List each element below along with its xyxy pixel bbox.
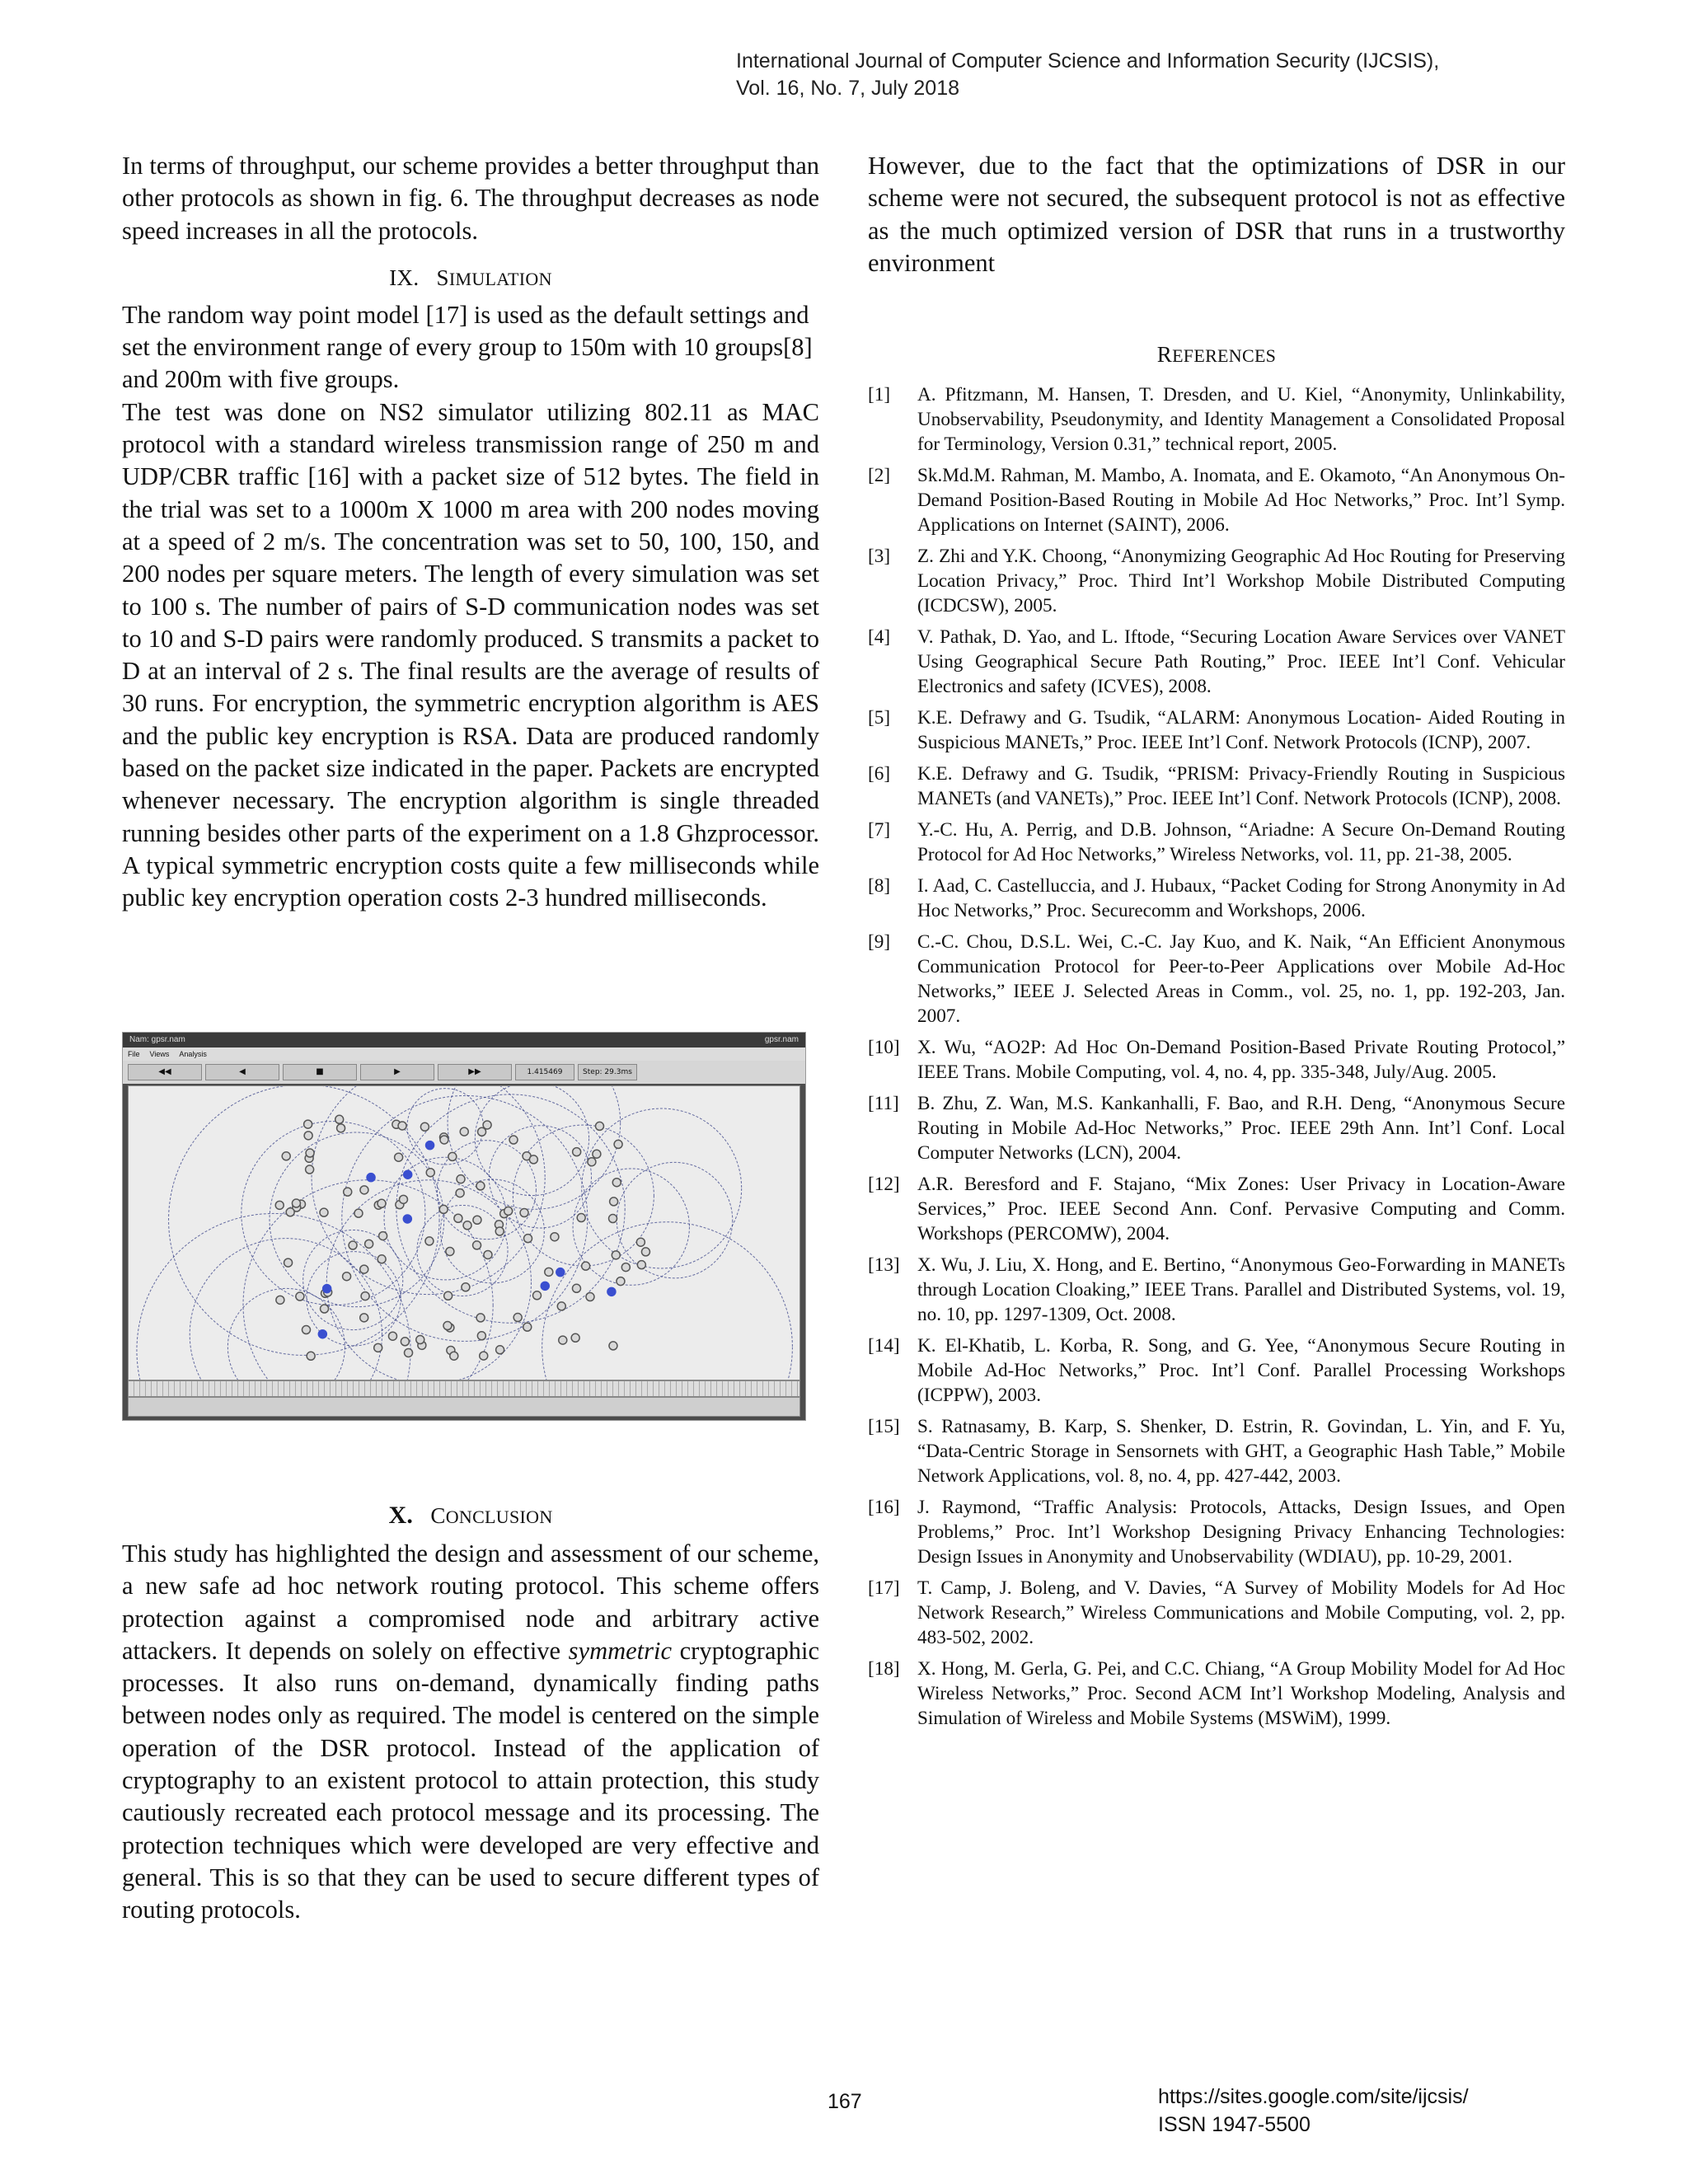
journal-header bbox=[736, 48, 1439, 102]
reference-number: [14] bbox=[868, 1335, 900, 1357]
network-node bbox=[296, 1292, 304, 1301]
network-node bbox=[275, 1201, 284, 1209]
network-node bbox=[533, 1291, 542, 1300]
network-node bbox=[439, 1205, 448, 1213]
throughput-paragraph: In terms of throughput, our scheme provides a better throughput than other protocols as shown in fig. 6. The throughput decreases as node speed increases in all the protocols. bbox=[122, 152, 819, 245]
step-back-icon: ◀ bbox=[205, 1064, 279, 1080]
network-node bbox=[416, 1336, 424, 1344]
network-node bbox=[282, 1152, 290, 1160]
reference-number: [2] bbox=[868, 465, 891, 487]
nam-time-readout: 1.415469 bbox=[515, 1064, 574, 1080]
reference-item bbox=[868, 544, 1565, 618]
conclusion-italic-word: symmetric bbox=[568, 1636, 673, 1665]
network-node bbox=[425, 1237, 434, 1245]
network-node bbox=[593, 1150, 601, 1158]
network-node bbox=[304, 1132, 312, 1140]
reference-number: [6] bbox=[868, 763, 891, 785]
reference-item bbox=[868, 705, 1565, 755]
journal-url: https://sites.google.com/site/ijcsis/ bbox=[1158, 2085, 1469, 2108]
network-node bbox=[398, 1122, 406, 1130]
network-node bbox=[551, 1233, 559, 1241]
reference-number: [1] bbox=[868, 384, 891, 406]
network-node bbox=[524, 1235, 532, 1243]
network-node bbox=[559, 1336, 567, 1344]
reference-text: K.E. Defrawy and G. Tsudik, “PRISM: Privacy-Friendly Routing in Suspicious MANETs (and VANETs),” Proc. IEEE Int’l Conf. Network Protocols (ICNP), 2008. bbox=[917, 763, 1565, 810]
network-node bbox=[614, 1140, 622, 1148]
network-node bbox=[302, 1326, 310, 1334]
reference-number: [3] bbox=[868, 546, 891, 568]
network-node bbox=[444, 1291, 452, 1300]
conclusion-paragraph bbox=[122, 1538, 819, 1927]
network-node bbox=[641, 1248, 649, 1256]
network-node bbox=[286, 1208, 294, 1216]
network-node bbox=[306, 1149, 314, 1157]
reference-item bbox=[868, 818, 1565, 867]
reference-item bbox=[868, 762, 1565, 811]
simulation-heading-initial: S bbox=[436, 265, 449, 290]
reference-text: Sk.Md.M. Rahman, M. Mambo, A. Inomata, and E. Okamoto, “An Anonymous On-Demand Position-Based Routing in Mobile Ad Hoc Networks,” Proc. Int’l Symp. Applications on Internet (SAINT), 2006. bbox=[917, 465, 1565, 537]
network-node bbox=[276, 1296, 284, 1304]
reference-number: [12] bbox=[868, 1174, 900, 1196]
network-node bbox=[403, 1215, 411, 1223]
network-node bbox=[395, 1153, 403, 1161]
nam-menu-views: Views bbox=[149, 1050, 170, 1058]
reference-text: V. Pathak, D. Yao, and L. Iftode, “Securing Location Aware Services over VANET Using Geographical Secure Path Routing,” Proc. IEEE Int’l Conf. Vehicular Electronics and safety (ICVES), 2008. bbox=[917, 626, 1565, 698]
reference-item bbox=[868, 1035, 1565, 1085]
network-node bbox=[443, 1322, 452, 1330]
simulation-heading bbox=[122, 265, 819, 291]
network-node bbox=[595, 1122, 603, 1130]
references-heading bbox=[868, 342, 1565, 368]
network-node bbox=[636, 1238, 645, 1246]
network-node bbox=[420, 1122, 429, 1131]
dsr-paragraph: However, due to the fact that the optimizations of DSR in our scheme were not secured, the subsequent protocol is not as effective as the much optimized version of DSR that runs in a trustworthy environment bbox=[868, 152, 1565, 277]
reference-text: K.E. Defrawy and G. Tsudik, “ALARM: Anonymous Location- Aided Routing in Suspicious MANETs,” Proc. IEEE Int’l Conf. Network Protocols (ICNP), 2007. bbox=[917, 707, 1565, 754]
reference-text: T. Camp, J. Boleng, and V. Davies, “A Survey of Mobility Models for Ad Hoc Network Research,” Wireless Communications and Mobile Computing, vol. 2, pp. 483-502, 2002. bbox=[917, 1577, 1565, 1649]
network-node bbox=[509, 1136, 518, 1144]
reference-item bbox=[868, 1172, 1565, 1246]
left-column bbox=[122, 150, 819, 915]
reference-item bbox=[868, 1333, 1565, 1408]
reference-number: [13] bbox=[868, 1254, 900, 1277]
journal-issn: ISSN 1947-5500 bbox=[1158, 2113, 1311, 2136]
footer-info bbox=[1158, 2083, 1469, 2139]
reference-number: [10] bbox=[868, 1037, 900, 1059]
network-node bbox=[306, 1165, 314, 1174]
reference-item bbox=[868, 1657, 1565, 1731]
network-node bbox=[440, 1136, 448, 1144]
reference-text: A. Pfitzmann, M. Hansen, T. Dresden, and U. Kiel, “Anonymity, Unlinkability, Unobservability, Pseudonymity, and Identity Management a Consolidated Proposal for Terminology, Version 0.31,” technical report, 2005. bbox=[917, 384, 1565, 456]
network-node bbox=[495, 1227, 504, 1235]
network-node bbox=[588, 1158, 596, 1166]
range-circle bbox=[243, 1180, 493, 1380]
network-node bbox=[612, 1179, 621, 1187]
reference-text: X. Hong, M. Gerla, G. Pei, and C.C. Chiang, “A Group Mobility Model for Ad Hoc Wireless Networks,” Proc. Second ACM Int’l Workshop Modeling, Analysis and Simulation of Wireless and Mobile Systems (MSWiM), 1999. bbox=[917, 1658, 1565, 1730]
network-node bbox=[377, 1255, 386, 1263]
network-node bbox=[405, 1348, 413, 1357]
network-node bbox=[484, 1250, 492, 1258]
range-circle bbox=[617, 1162, 732, 1277]
network-node bbox=[545, 1268, 553, 1276]
rewind-icon: ◀◀ bbox=[128, 1064, 202, 1080]
network-node bbox=[344, 1188, 352, 1196]
network-node bbox=[473, 1216, 481, 1224]
reference-number: [7] bbox=[868, 819, 891, 841]
network-node bbox=[360, 1186, 368, 1194]
reference-number: [11] bbox=[868, 1093, 899, 1115]
network-node bbox=[557, 1302, 565, 1310]
reference-number: [17] bbox=[868, 1577, 900, 1600]
network-node bbox=[609, 1215, 617, 1223]
conclusion-heading-rest: ONCLUSION bbox=[445, 1507, 553, 1527]
reference-text: K. El-Khatib, L. Korba, R. Song, and G. Yee, “Anonymous Secure Routing in Mobile Ad-Hoc Networks,” Proc. Int’l Conf. Parallel Processing Workshops (ICPPW), 2003. bbox=[917, 1335, 1565, 1407]
reference-text: Z. Zhi and Y.K. Choong, “Anonymizing Geographic Ad Hoc Routing for Preserving Location Privacy,” Proc. Third Int’l Workshop Mobile Distributed Computing (ICDCSW), 2005. bbox=[917, 546, 1565, 617]
nam-window-title: Nam: gpsr.nam bbox=[129, 1035, 185, 1044]
network-node bbox=[426, 1169, 434, 1177]
reference-item bbox=[868, 930, 1565, 1029]
network-node bbox=[360, 1314, 368, 1322]
conclusion-text-a: This study has highlighted the design and assessment of our scheme, a new safe ad hoc network routing protocol. This scheme offers protection against a compromised node and arbitrary active attackers. It depends on solely on effective bbox=[122, 1540, 819, 1665]
reference-item bbox=[868, 1253, 1565, 1327]
network-node bbox=[448, 1152, 457, 1160]
reference-item bbox=[868, 1495, 1565, 1569]
network-node bbox=[556, 1268, 565, 1277]
network-node bbox=[401, 1338, 409, 1346]
range-circle bbox=[407, 1089, 483, 1165]
network-node bbox=[365, 1240, 373, 1248]
network-node bbox=[454, 1214, 462, 1222]
nam-title-bar bbox=[123, 1033, 805, 1047]
network-node bbox=[462, 1283, 470, 1291]
network-node bbox=[496, 1346, 504, 1354]
reference-text: B. Zhu, Z. Wan, M.S. Kankanhalli, F. Bao, and R.H. Deng, “Anonymous Secure Routing in Mobile Ad-Hoc Networks,” Proc. IEEE 29th Ann. Int’l Conf. Local Computer Networks (LCN), 2004. bbox=[917, 1093, 1565, 1165]
nam-file-label: gpsr.nam bbox=[764, 1035, 799, 1044]
simulation-paragraph-2: The test was done on NS2 simulator utilizing 802.11 as MAC protocol with a standard wireless transmission range of 250 m and UDP/CBR traffic [16] with a packet size of 512 bytes. The field in the trial was set to a 1000m X 1000 m area with 200 nodes moving at a speed of 2 m/s. The concentration was set to 50, 100, 150, and 200 nodes per square meters. The length of every simulation was set to 100 s. The number of pairs of S-D communication nodes was set to 10 and S-D pairs were randomly produced. S transmits a packet to D at an interval of 2 s. The final results are the average of results of 30 runs. For encryption, the symmetric encryption algorithm is AES and the public key encryption is RSA. Data are produced randomly based on the packet size indicated in the paper. Packets are encrypted whenever necessary. The encryption algorithm is single threaded running besides other parts of the experiment on a 1.8 Ghzprocessor. A typical symmetric encryption costs quite a few milliseconds while public key encryption operation costs 2-3 hundred milliseconds. bbox=[122, 397, 819, 912]
network-node bbox=[349, 1241, 357, 1249]
network-node bbox=[450, 1352, 458, 1360]
range-circle bbox=[542, 1222, 793, 1380]
reference-text: X. Wu, “AO2P: Ad Hoc On-Demand Position-Based Private Routing Protocol,” IEEE Trans. Mobile Computing, vol. 4, no. 4, pp. 335-348, July/Aug. 2005. bbox=[917, 1037, 1565, 1084]
nam-step-readout: Step: 29.3ms bbox=[578, 1064, 637, 1080]
network-node bbox=[523, 1323, 532, 1331]
network-node bbox=[379, 1232, 387, 1240]
simulation-heading-number: IX. bbox=[389, 265, 420, 290]
range-circle bbox=[384, 1157, 507, 1280]
network-node bbox=[292, 1199, 300, 1207]
references-heading-rest: EFERENCES bbox=[1172, 345, 1277, 367]
network-node bbox=[318, 1330, 326, 1338]
network-node bbox=[476, 1314, 485, 1322]
network-node bbox=[388, 1332, 396, 1340]
network-node bbox=[426, 1141, 434, 1150]
reference-text: S. Ratnasamy, B. Karp, S. Shenker, D. Estrin, R. Govindan, L. Yin, and F. Yu, “Data-Centric Storage in Sensornets with GHT, a Geographic Hash Table,” Mobile Network Applications, vol. 8, no. 4, pp. 427-442, 2003. bbox=[917, 1416, 1565, 1488]
conclusion-heading-number: X. bbox=[388, 1502, 414, 1529]
nam-menu-bar bbox=[123, 1047, 805, 1061]
reference-item bbox=[868, 463, 1565, 537]
network-node bbox=[541, 1282, 549, 1290]
network-node bbox=[463, 1221, 471, 1230]
network-node bbox=[607, 1287, 616, 1296]
nam-monitor-panel bbox=[128, 1397, 800, 1417]
reference-number: [9] bbox=[868, 931, 891, 954]
range-circle bbox=[475, 1086, 588, 1196]
reference-item bbox=[868, 1576, 1565, 1650]
conclusion-heading-initial: C bbox=[430, 1503, 446, 1528]
network-node bbox=[307, 1352, 315, 1360]
reference-number: [15] bbox=[868, 1416, 900, 1438]
references-heading-initial: R bbox=[1156, 342, 1173, 368]
network-node bbox=[504, 1207, 513, 1215]
network-node bbox=[529, 1155, 537, 1164]
reference-text: Y.-C. Hu, A. Perrig, and D.B. Johnson, “Ariadne: A Secure On-Demand Routing Protocol for Ad Hoc Networks,” Wireless Networks, vol. 11, pp. 21-38, 2005. bbox=[917, 819, 1565, 866]
reference-list bbox=[868, 382, 1565, 1731]
network-node bbox=[637, 1261, 645, 1269]
range-circle bbox=[582, 1108, 742, 1268]
fast-forward-icon: ▶▶ bbox=[438, 1064, 512, 1080]
network-node bbox=[323, 1285, 331, 1293]
reference-text: J. Raymond, “Traffic Analysis: Protocols, Attacks, Design Issues, and Open Problems,” Proc. Int’l Workshop Designing Privacy Enhancing Technologies: Design Issues in Anonymity and Unobservability (WDIAU), pp. 10-29, 2001. bbox=[917, 1497, 1565, 1568]
reference-number: [4] bbox=[868, 626, 891, 649]
nam-timeline bbox=[128, 1380, 800, 1397]
nam-menu-analysis: Analysis bbox=[179, 1050, 207, 1058]
reference-number: [18] bbox=[868, 1658, 900, 1680]
network-node bbox=[473, 1241, 481, 1249]
network-node bbox=[354, 1209, 363, 1217]
nam-playback-controls bbox=[123, 1061, 805, 1084]
network-node bbox=[284, 1258, 293, 1267]
network-node bbox=[304, 1120, 312, 1128]
network-node bbox=[367, 1174, 375, 1182]
network-node bbox=[610, 1197, 618, 1206]
conclusion-text-b: cryptographic processes. It also runs on-demand, dynamically finding paths between nodes only as required. The model is centered on the simple operation of the DSR protocol. Instead of the application of cryptography to an existent protocol to attain protection, this study cautiously recreated each protocol message and its processing. The protection techniques which were developed are very effective and general. This is so that they can be used to secure different types of routing protocols. bbox=[122, 1636, 819, 1924]
node-topology-graphic bbox=[129, 1086, 799, 1380]
network-node bbox=[617, 1277, 625, 1286]
network-node bbox=[477, 1332, 485, 1340]
reference-text: A.R. Beresford and F. Stajano, “Mix Zones: User Privacy in Location-Aware Services,” Proc. IEEE Second Ann. Conf. Pervasive Computing and Comm. Workshops (PERCOMW), 2004. bbox=[917, 1174, 1565, 1245]
nam-simulation-figure bbox=[122, 1032, 806, 1421]
journal-header-line1: International Journal of Computer Science and Information Security (IJCSIS), bbox=[736, 49, 1440, 73]
network-node bbox=[404, 1170, 412, 1179]
right-column bbox=[868, 150, 1565, 1737]
network-node bbox=[377, 1199, 386, 1207]
network-node bbox=[399, 1195, 407, 1203]
network-node bbox=[612, 1251, 620, 1259]
network-node bbox=[457, 1175, 465, 1183]
network-node bbox=[335, 1115, 344, 1123]
network-node bbox=[586, 1293, 594, 1301]
simulation-paragraph-1: The random way point model [17] is used as the default settings and set the environment range of every group to 150m with 10 groups[8] and 200m with five groups. bbox=[122, 300, 813, 394]
simulation-heading-rest: IMULATION bbox=[448, 268, 552, 289]
network-node bbox=[571, 1333, 579, 1342]
reference-text: I. Aad, C. Castelluccia, and J. Hubaux, “Packet Coding for Strong Anonymity in Ad Hoc Networks,” Proc. Securecomm and Workshops, 2006. bbox=[917, 875, 1565, 922]
network-node bbox=[621, 1263, 630, 1272]
network-node bbox=[343, 1272, 351, 1281]
network-node bbox=[460, 1127, 468, 1136]
network-node bbox=[476, 1182, 485, 1190]
network-node bbox=[572, 1284, 580, 1292]
network-node bbox=[513, 1314, 522, 1322]
network-node bbox=[577, 1214, 585, 1222]
reference-item bbox=[868, 874, 1565, 923]
network-node bbox=[609, 1342, 617, 1350]
reference-text: X. Wu, J. Liu, X. Hong, and E. Bertino, “Anonymous Geo-Forwarding in MANETs through Location Cloaking,” IEEE Trans. Parallel and Distributed Systems, vol. 19, no. 10, pp. 1297-1309, Oct. 2008. bbox=[917, 1254, 1565, 1326]
network-node bbox=[321, 1305, 329, 1313]
journal-header-line2: Vol. 16, No. 7, July 2018 bbox=[736, 77, 960, 100]
network-node bbox=[360, 1265, 368, 1273]
network-node bbox=[361, 1292, 369, 1301]
range-circle bbox=[270, 1132, 444, 1307]
network-node bbox=[573, 1148, 581, 1156]
reference-number: [5] bbox=[868, 707, 891, 729]
page-number: 167 bbox=[828, 2090, 862, 2113]
reference-number: [8] bbox=[868, 875, 891, 898]
reference-number: [16] bbox=[868, 1497, 900, 1519]
reference-item bbox=[868, 382, 1565, 457]
reference-text: C.-C. Chou, D.S.L. Wei, C.-C. Jay Kuo, and K. Naik, “An Efficient Anonymous Communication Protocol for Peer-to-Peer Applications over Mobile Ad-Hoc Networks,” IEEE J. Selected Areas in Comm., vol. 25, no. 1, pp. 192-203, Jan. 2007. bbox=[917, 931, 1565, 1028]
network-node bbox=[446, 1247, 454, 1255]
network-node bbox=[582, 1262, 590, 1270]
nam-canvas bbox=[128, 1085, 800, 1380]
network-node bbox=[337, 1124, 345, 1132]
network-node bbox=[456, 1189, 464, 1197]
network-node bbox=[478, 1127, 486, 1136]
reference-item bbox=[868, 625, 1565, 699]
conclusion-heading bbox=[122, 1502, 819, 1530]
reference-item bbox=[868, 1091, 1565, 1165]
stop-icon: ■ bbox=[283, 1064, 357, 1080]
network-node bbox=[480, 1352, 488, 1360]
conclusion-section bbox=[122, 1502, 819, 1927]
play-icon: ▶ bbox=[360, 1064, 434, 1080]
network-node bbox=[374, 1343, 382, 1352]
reference-item bbox=[868, 1414, 1565, 1488]
range-circle bbox=[448, 1086, 621, 1209]
network-node bbox=[520, 1209, 528, 1217]
network-node bbox=[320, 1208, 328, 1216]
nam-menu-file: File bbox=[128, 1050, 140, 1058]
